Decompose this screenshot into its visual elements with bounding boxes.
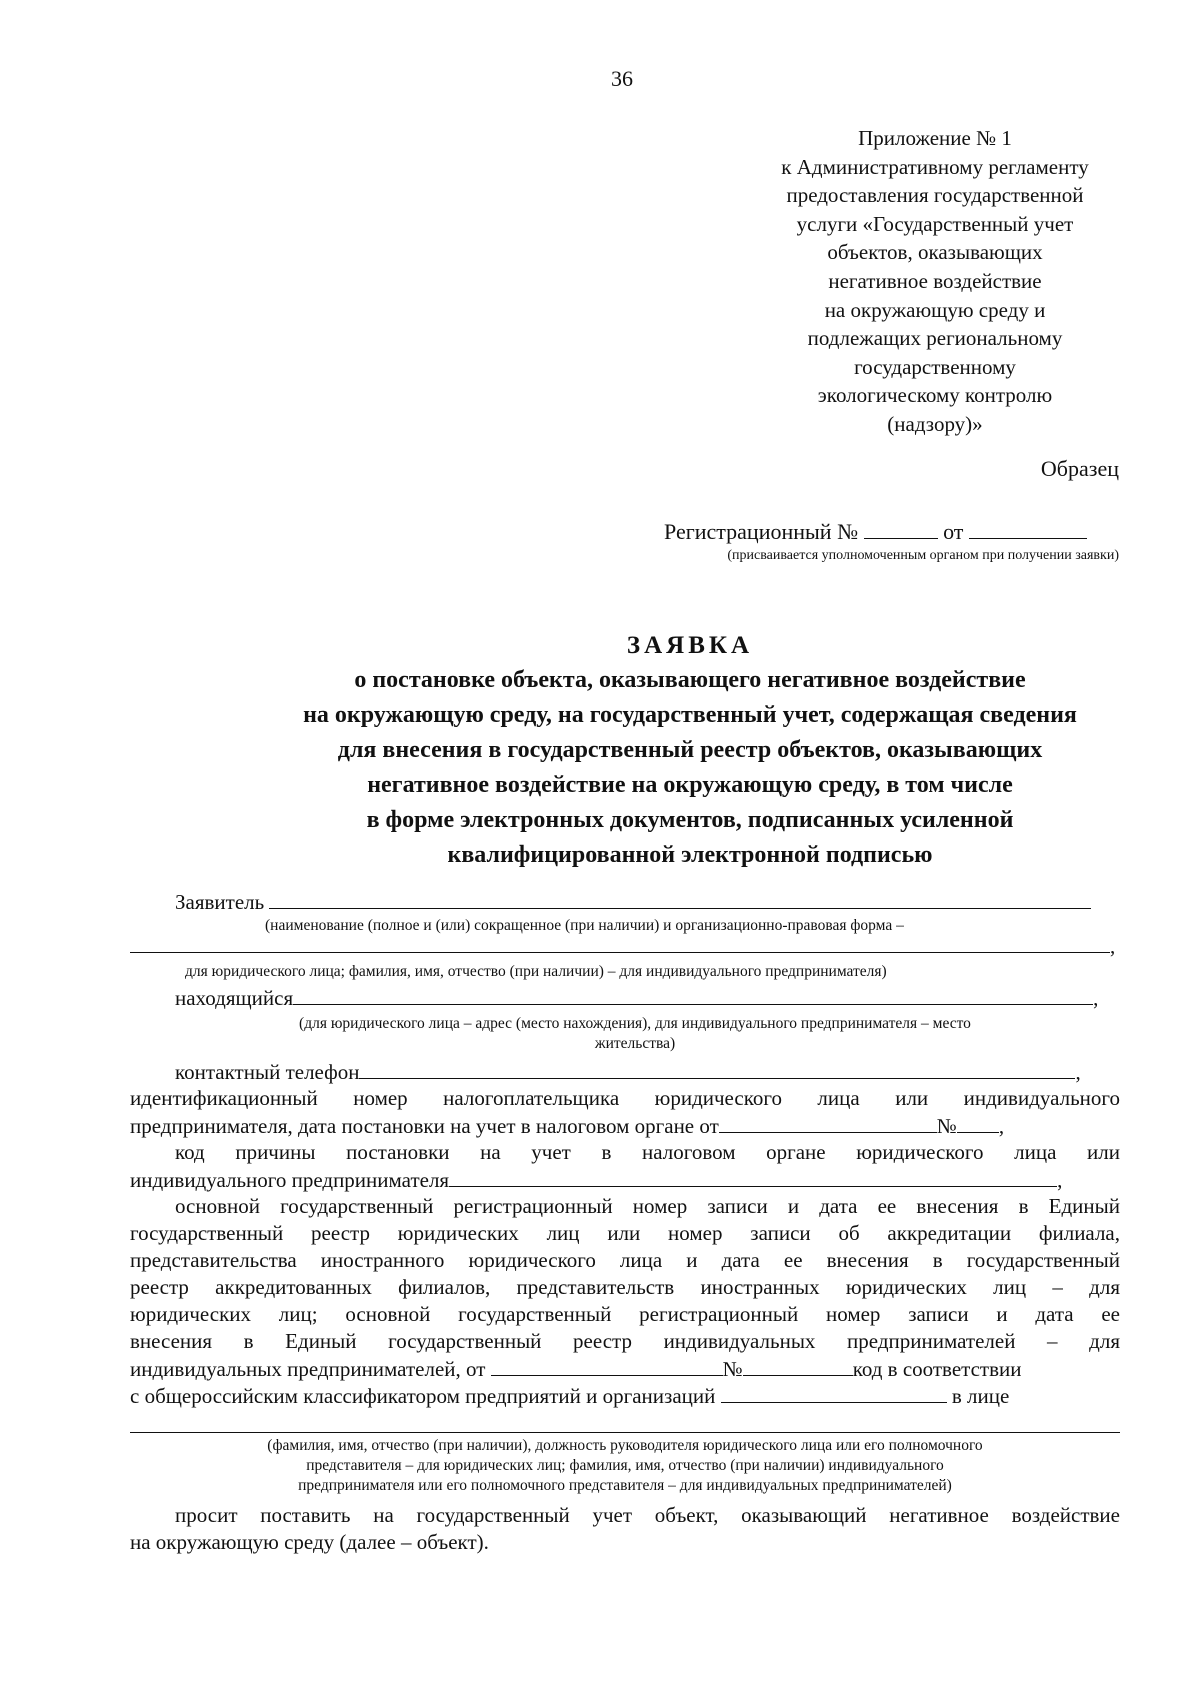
kpp-field[interactable]: [449, 1166, 1057, 1187]
representative-note-line: представителя – для юридических лиц; фамилия, имя, отчество (при наличии) индивидуального: [306, 1457, 944, 1474]
applicant-note-2: для юридического лица; фамилия, имя, отчество (при наличии) – для индивидуального предпринимателя): [185, 963, 887, 980]
okpo-label: с общероссийским классификатором предприятий и организаций: [130, 1384, 716, 1408]
title-line: в форме электронных документов, подписанных усиленной: [366, 807, 1014, 833]
inn-number-field[interactable]: [957, 1112, 999, 1133]
representative-note: [130, 1436, 1120, 1496]
appendix-line: Приложение № 1: [858, 126, 1012, 150]
applicant-row-2: ,: [130, 932, 1115, 960]
ogrn-label: индивидуальных предпринимателей, от: [130, 1357, 486, 1381]
number-sign: №: [722, 1357, 743, 1381]
appendix-line: к Административному регламенту: [781, 154, 1089, 179]
registration-line: [664, 518, 1119, 545]
registration-label: Регистрационный №: [664, 519, 859, 544]
applicant-note-1: (наименование (полное и (или) сокращенное (при наличии) и организационно-правовая форма –: [265, 917, 904, 934]
applicant-name-field-2[interactable]: [130, 932, 1110, 953]
representative-note-line: предпринимателя или его полномочного представителя – для индивидуальных предпринимателей): [298, 1477, 952, 1494]
representative-field[interactable]: [130, 1432, 1120, 1433]
location-note-line: (для юридического лица – адрес (место нахождения), для индивидуального предпринимателя – место: [299, 1015, 971, 1032]
appendix-line: на окружающую среду и: [824, 297, 1046, 322]
applicant-label: Заявитель: [175, 890, 265, 914]
appendix-line: подлежащих региональному: [807, 326, 1063, 351]
appendix-line: предоставления государственной: [786, 183, 1084, 208]
ogrn-row: [130, 1355, 1022, 1383]
kpp-line-1: код причины постановки на учет в налоговом органе юридического лица или: [175, 1140, 1120, 1164]
appendix-line: услуги «Государственный учет: [796, 211, 1074, 236]
ogrn-line: государственный реестр юридических лиц или номер записи об аккредитации филиала,: [130, 1221, 1120, 1245]
inn-row: предпринимателя, дата постановки на учет в налоговом органе от № ,: [130, 1114, 1005, 1138]
registration-number-field[interactable]: [864, 518, 938, 539]
inn-date-field[interactable]: [719, 1112, 937, 1133]
location-row: находящийся ,: [175, 986, 1099, 1010]
registration-from-label: от: [943, 519, 964, 544]
ogrn-line: юридических лиц; основной государственный регистрационный номер записи и дата ее: [130, 1302, 1120, 1326]
represented-by-label: в лице: [951, 1384, 1010, 1408]
sample-label: Образец: [1040, 456, 1119, 481]
registration-note: (присваивается уполномоченным органом при получении заявки): [727, 548, 1119, 563]
ogrn-date-field[interactable]: [491, 1355, 723, 1376]
okpo-row: [130, 1382, 1009, 1410]
applicant-name-field[interactable]: [269, 888, 1091, 909]
request-line-2: на окружающую среду (далее – объект).: [130, 1530, 489, 1554]
okpo-code-label: код в соответствии: [852, 1357, 1022, 1381]
ogrn-line: основной государственный регистрационный номер записи и дата ее внесения в Единый: [175, 1194, 1120, 1218]
number-sign: №: [936, 1114, 957, 1138]
ogrn-line: внесения в Единый государственный реестр индивидуальных предпринимателей – для: [130, 1329, 1120, 1353]
request-line-1: просит поставить на государственный учет объект, оказывающий негативное воздействие: [175, 1503, 1120, 1527]
location-note-line: жительства): [594, 1035, 676, 1052]
kpp-label: индивидуального предпринимателя: [130, 1168, 450, 1192]
appendix-header: [745, 124, 1125, 439]
inn-line-1: идентификационный номер налогоплательщика юридического лица или индивидуального: [130, 1086, 1120, 1110]
title-line: негативное воздействие на окружающую среду, в том числе: [367, 772, 1013, 798]
page-number: 36: [611, 66, 633, 91]
inn-label: предпринимателя, дата постановки на учет в налоговом органе от: [130, 1114, 719, 1138]
title-line: о постановке объекта, оказывающего негативное воздействие: [354, 667, 1026, 693]
title-main: ЗАЯВКА: [626, 632, 754, 659]
title-line: на окружающую среду, на государственный учет, содержащая сведения: [303, 702, 1077, 728]
phone-row: контактный телефон ,: [175, 1060, 1081, 1084]
representative-note-line: (фамилия, имя, отчество (при наличии), должность руководителя юридического лица или его полномочного: [267, 1437, 983, 1454]
ogrn-line: представительства иностранного юридического лица и дата ее внесения в государственный: [130, 1248, 1120, 1272]
appendix-line: государственному: [854, 354, 1016, 379]
location-note: [185, 1014, 1085, 1054]
okpo-field[interactable]: [721, 1382, 947, 1403]
appendix-line: экологическому контролю: [817, 383, 1053, 408]
location-field[interactable]: [293, 984, 1093, 1005]
title-line: квалифицированной электронной подписью: [447, 842, 933, 868]
appendix-line: негативное воздействие: [828, 268, 1042, 293]
document-title: [130, 628, 1200, 873]
title-line: для внесения в государственный реестр объектов, оказывающих: [337, 737, 1043, 763]
phone-field[interactable]: [359, 1058, 1075, 1079]
kpp-row: индивидуального предпринимателя ,: [130, 1168, 1063, 1192]
appendix-line: (надзору)»: [887, 411, 983, 436]
ogrn-line: реестр аккредитованных филиалов, представительств иностранных юридических лиц – для: [130, 1275, 1120, 1299]
registration-date-field[interactable]: [969, 518, 1087, 539]
location-label: находящийся: [175, 986, 294, 1010]
ogrn-number-field[interactable]: [743, 1355, 853, 1376]
appendix-line: объектов, оказывающих: [827, 240, 1043, 265]
phone-label: контактный телефон: [175, 1060, 360, 1084]
applicant-row: [175, 888, 1091, 916]
